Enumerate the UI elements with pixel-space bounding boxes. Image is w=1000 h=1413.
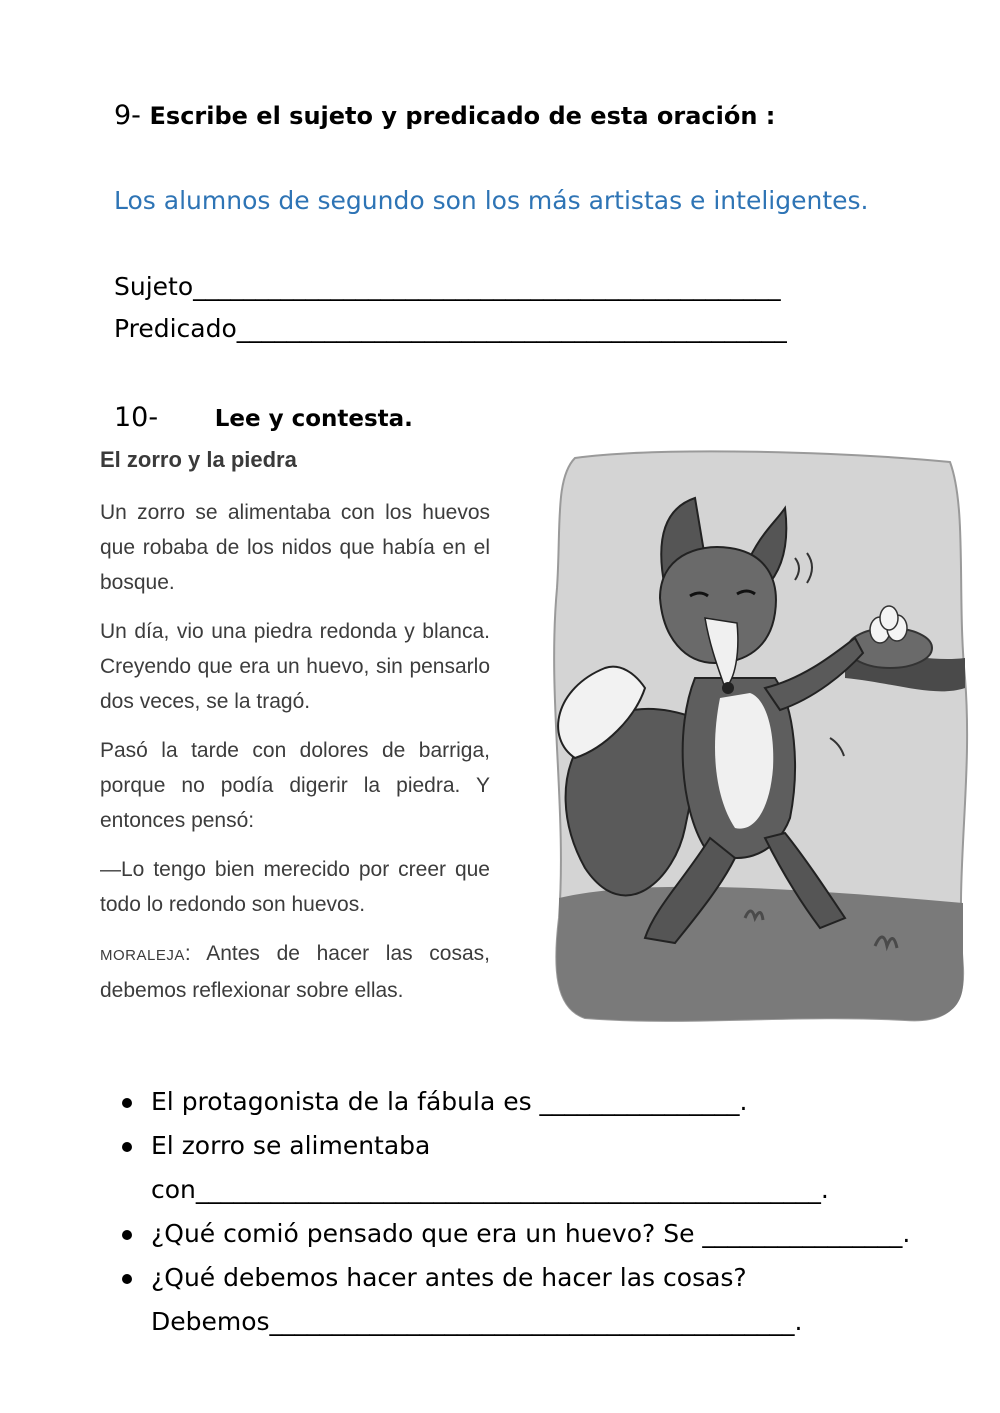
fox-with-nest-illustration	[545, 448, 975, 1028]
moral-text: : Antes de hacer las cosas, debemos reflexionar sobre ellas.	[100, 942, 490, 1002]
fable-paragraph: —Lo tengo bien merecido por creer que todo lo redondo son huevos.	[100, 858, 490, 916]
fable-paragraph: Un día, vio una piedra redonda y blanca. Creyendo que era un huevo, sin pensarlo dos veces, se la tragó.	[100, 620, 490, 713]
example-sentence: Los alumnos de segundo son los más artistas e inteligentes.	[114, 186, 869, 215]
fable-text	[100, 447, 490, 1022]
question-instruction: Escribe el sujeto y predicado de esta oración :	[149, 102, 776, 130]
question-number: 10-	[114, 402, 159, 433]
question-item[interactable]: ¿Qué debemos hacer antes de hacer las cosas? Debemos__________________________________________.	[120, 1256, 980, 1344]
question-9-heading	[114, 100, 775, 131]
fable-paragraph: Un zorro se alimentaba con los huevos que robaba de los nidos que había en el bosque.	[100, 501, 490, 594]
question-item[interactable]: ¿Qué comió pensado que era un huevo? Se ________________.	[120, 1212, 980, 1256]
fable-title: El zorro y la piedra	[100, 447, 297, 472]
question-10-heading	[114, 402, 413, 433]
question-item[interactable]: El protagonista de la fábula es ________________.	[120, 1080, 980, 1124]
fable-paragraph: Pasó la tarde con dolores de barriga, porque no podía digerir la piedra. Y entonces pensó:	[100, 739, 490, 832]
question-instruction: Lee y contesta.	[214, 406, 413, 432]
moral-label: MORALEJA	[100, 947, 185, 964]
predicate-answer-line[interactable]: Predicado____________________________________________	[114, 314, 787, 343]
question-item[interactable]: El zorro se alimentaba con__________________________________________________.	[120, 1124, 980, 1212]
subject-answer-line[interactable]: Sujeto_______________________________________________	[114, 272, 781, 301]
fable-moral	[100, 936, 490, 1008]
question-number: 9-	[114, 100, 141, 131]
comprehension-questions	[120, 1080, 980, 1344]
